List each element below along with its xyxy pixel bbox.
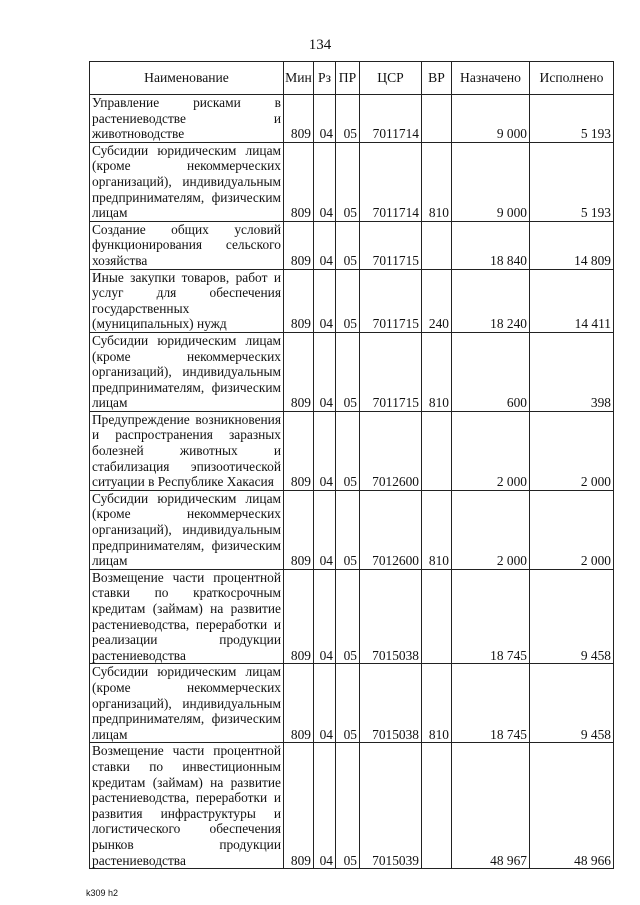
cell-pr: 05 bbox=[336, 142, 360, 221]
cell-assigned: 600 bbox=[452, 332, 530, 411]
cell-pr: 05 bbox=[336, 95, 360, 143]
cell-pr: 05 bbox=[336, 221, 360, 269]
cell-pr: 05 bbox=[336, 269, 360, 332]
cell-csr: 7015039 bbox=[360, 743, 422, 869]
cell-min: 809 bbox=[284, 411, 314, 490]
cell-rz: 04 bbox=[314, 743, 336, 869]
cell-min: 809 bbox=[284, 95, 314, 143]
cell-vr bbox=[422, 411, 452, 490]
cell-assigned: 18 745 bbox=[452, 664, 530, 743]
cell-executed: 5 193 bbox=[530, 142, 614, 221]
cell-assigned: 48 967 bbox=[452, 743, 530, 869]
column-header-assigned: Назначено bbox=[452, 62, 530, 95]
cell-rz: 04 bbox=[314, 221, 336, 269]
cell-name: Предупреждение возникновения и распространения заразных болезней животных и стабилизация эпизоотической ситуации в Республике Хакасия bbox=[90, 411, 284, 490]
cell-vr: 810 bbox=[422, 142, 452, 221]
table-row bbox=[90, 664, 614, 743]
table-row bbox=[90, 743, 614, 869]
cell-assigned: 18 240 bbox=[452, 269, 530, 332]
table-row bbox=[90, 411, 614, 490]
budget-table bbox=[89, 61, 614, 869]
cell-csr: 7012600 bbox=[360, 411, 422, 490]
cell-executed: 2 000 bbox=[530, 490, 614, 569]
column-header-pr: ПР bbox=[336, 62, 360, 95]
cell-min: 809 bbox=[284, 569, 314, 664]
cell-rz: 04 bbox=[314, 332, 336, 411]
table-header-row bbox=[90, 62, 614, 95]
cell-rz: 04 bbox=[314, 269, 336, 332]
cell-csr: 7011715 bbox=[360, 332, 422, 411]
cell-csr: 7015038 bbox=[360, 569, 422, 664]
cell-name: Субсидии юридическим лицам (кроме некоммерческих организаций), индивидуальным предпринимателям, физическим лицам bbox=[90, 332, 284, 411]
cell-min: 809 bbox=[284, 332, 314, 411]
cell-vr bbox=[422, 95, 452, 143]
cell-rz: 04 bbox=[314, 569, 336, 664]
cell-executed: 9 458 bbox=[530, 664, 614, 743]
cell-vr bbox=[422, 743, 452, 869]
cell-name: Возмещение части процентной ставки по краткосрочным кредитам (займам) на развитие растениеводства, переработки и реализации продукции растениеводства bbox=[90, 569, 284, 664]
cell-min: 809 bbox=[284, 269, 314, 332]
cell-pr: 05 bbox=[336, 664, 360, 743]
table-row bbox=[90, 490, 614, 569]
cell-csr: 7012600 bbox=[360, 490, 422, 569]
cell-csr: 7011715 bbox=[360, 269, 422, 332]
cell-assigned: 9 000 bbox=[452, 95, 530, 143]
cell-min: 809 bbox=[284, 664, 314, 743]
cell-csr: 7011714 bbox=[360, 142, 422, 221]
cell-vr bbox=[422, 569, 452, 664]
column-header-executed: Исполнено bbox=[530, 62, 614, 95]
column-header-vr: ВР bbox=[422, 62, 452, 95]
cell-name: Иные закупки товаров, работ и услуг для обеспечения государственных (муниципальных) нужд bbox=[90, 269, 284, 332]
cell-executed: 9 458 bbox=[530, 569, 614, 664]
cell-assigned: 18 745 bbox=[452, 569, 530, 664]
table-row bbox=[90, 332, 614, 411]
cell-min: 809 bbox=[284, 142, 314, 221]
cell-vr: 810 bbox=[422, 664, 452, 743]
column-header-rz: Рз bbox=[314, 62, 336, 95]
footer-code: k309 h2 bbox=[86, 888, 119, 898]
column-header-min: Мин bbox=[284, 62, 314, 95]
cell-rz: 04 bbox=[314, 664, 336, 743]
cell-pr: 05 bbox=[336, 490, 360, 569]
cell-name: Возмещение части процентной ставки по инвестиционным кредитам (займам) на развитие растениеводства, переработки и развития инфраструктуры и логистического обеспечения рынков продукции растениеводства bbox=[90, 743, 284, 869]
cell-pr: 05 bbox=[336, 411, 360, 490]
table-row bbox=[90, 142, 614, 221]
cell-csr: 7011715 bbox=[360, 221, 422, 269]
cell-vr bbox=[422, 221, 452, 269]
cell-pr: 05 bbox=[336, 743, 360, 869]
cell-rz: 04 bbox=[314, 411, 336, 490]
cell-executed: 398 bbox=[530, 332, 614, 411]
cell-assigned: 2 000 bbox=[452, 411, 530, 490]
cell-executed: 14 809 bbox=[530, 221, 614, 269]
column-header-csr: ЦСР bbox=[360, 62, 422, 95]
cell-min: 809 bbox=[284, 490, 314, 569]
cell-assigned: 2 000 bbox=[452, 490, 530, 569]
table-row bbox=[90, 221, 614, 269]
page-number: 134 bbox=[308, 37, 332, 53]
cell-rz: 04 bbox=[314, 142, 336, 221]
cell-executed: 2 000 bbox=[530, 411, 614, 490]
cell-assigned: 9 000 bbox=[452, 142, 530, 221]
cell-name: Создание общих условий функционирования сельского хозяйства bbox=[90, 221, 284, 269]
cell-rz: 04 bbox=[314, 95, 336, 143]
cell-min: 809 bbox=[284, 221, 314, 269]
cell-pr: 05 bbox=[336, 569, 360, 664]
cell-vr: 240 bbox=[422, 269, 452, 332]
table-row bbox=[90, 95, 614, 143]
table-row bbox=[90, 569, 614, 664]
cell-name: Субсидии юридическим лицам (кроме некоммерческих организаций), индивидуальным предпринимателям, физическим лицам bbox=[90, 142, 284, 221]
table-row bbox=[90, 269, 614, 332]
cell-min: 809 bbox=[284, 743, 314, 869]
cell-vr: 810 bbox=[422, 490, 452, 569]
cell-executed: 48 966 bbox=[530, 743, 614, 869]
cell-vr: 810 bbox=[422, 332, 452, 411]
column-header-name: Наименование bbox=[90, 62, 284, 95]
cell-assigned: 18 840 bbox=[452, 221, 530, 269]
cell-pr: 05 bbox=[336, 332, 360, 411]
cell-csr: 7015038 bbox=[360, 664, 422, 743]
cell-csr: 7011714 bbox=[360, 95, 422, 143]
cell-name: Субсидии юридическим лицам (кроме некоммерческих организаций), индивидуальным предпринимателям, физическим лицам bbox=[90, 490, 284, 569]
cell-rz: 04 bbox=[314, 490, 336, 569]
cell-name: Управление рисками в растениеводстве и животноводстве bbox=[90, 95, 284, 143]
cell-executed: 5 193 bbox=[530, 95, 614, 143]
cell-name: Субсидии юридическим лицам (кроме некоммерческих организаций), индивидуальным предпринимателям, физическим лицам bbox=[90, 664, 284, 743]
cell-executed: 14 411 bbox=[530, 269, 614, 332]
